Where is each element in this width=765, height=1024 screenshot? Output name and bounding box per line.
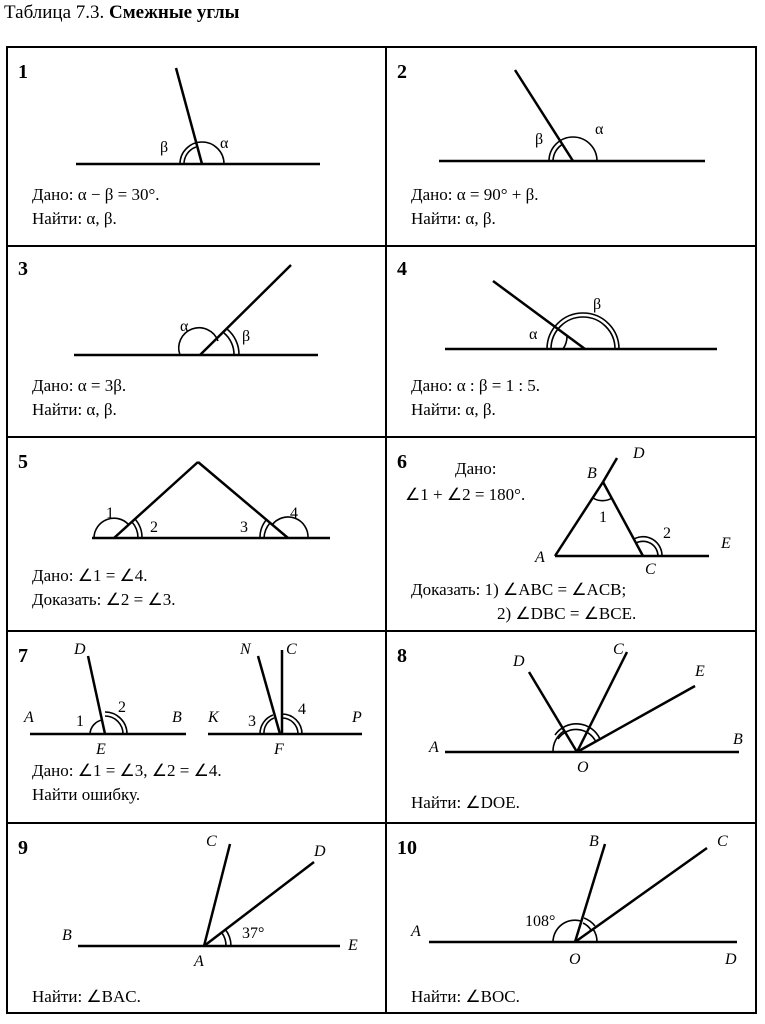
label-B: B	[587, 465, 597, 482]
label-angle-1: 1	[76, 713, 84, 730]
label-O: O	[577, 759, 589, 776]
given-text: Дано: ∠1 = ∠3, ∠2 = ∠4.	[32, 761, 222, 780]
label-beta: β	[160, 139, 169, 156]
problem-number: 3	[18, 258, 28, 280]
label-alpha: α	[595, 121, 604, 138]
problem-2	[387, 48, 757, 245]
label-D: D	[513, 653, 525, 670]
problem-9	[8, 824, 385, 1014]
label-C: C	[286, 641, 297, 658]
label-O: O	[569, 951, 581, 968]
label-N: N	[240, 641, 251, 658]
problem-10	[387, 824, 757, 1014]
find-text: Найти: ∠BAC.	[32, 987, 141, 1006]
problem-3	[8, 247, 385, 436]
find-text: Найти: ∠BOC.	[411, 987, 520, 1006]
label-A: A	[194, 953, 204, 970]
label-angle-4: 4	[298, 701, 306, 718]
problem-number: 10	[397, 837, 417, 859]
label-angle-2: 2	[118, 699, 126, 716]
label-angle-4: 4	[290, 505, 298, 522]
label-E: E	[96, 741, 106, 758]
label-E: E	[348, 937, 358, 954]
label-B: B	[172, 709, 182, 726]
given-text: Дано: α − β = 30°.	[32, 185, 160, 204]
label-B: B	[733, 731, 743, 748]
find-text: Найти: α, β.	[411, 209, 496, 228]
problems-grid	[6, 46, 757, 1014]
label-D: D	[74, 641, 86, 658]
label-F: F	[274, 741, 284, 758]
label-angle: 37°	[242, 925, 265, 942]
find-text: Найти ошибку.	[32, 785, 141, 804]
problem-8	[387, 632, 757, 822]
problem-4	[387, 247, 757, 436]
label-A: A	[411, 923, 421, 940]
label-A: A	[429, 739, 439, 756]
label-angle-3: 3	[248, 713, 256, 730]
problem-number: 7	[18, 645, 28, 667]
label-D: D	[633, 445, 645, 462]
problem-number: 2	[397, 61, 407, 83]
label-A: A	[535, 549, 545, 566]
label-beta: β	[593, 296, 602, 313]
label-angle-1: 1	[106, 505, 114, 522]
label-C: C	[613, 641, 624, 658]
find-text: Найти: α, β.	[32, 400, 117, 419]
label-A: A	[24, 709, 34, 726]
figure-4	[445, 281, 717, 349]
table-title	[4, 2, 240, 24]
label-K: K	[208, 709, 219, 726]
table-heading: Смежные углы	[109, 2, 240, 23]
problem-number: 1	[18, 61, 28, 83]
label-angle-2: 2	[150, 519, 158, 536]
label-E: E	[695, 663, 705, 680]
label-alpha: α	[529, 326, 538, 343]
figure-6	[555, 458, 709, 556]
find-text: Найти: α, β.	[32, 209, 117, 228]
table-number: Таблица 7.3.	[4, 2, 105, 23]
given-text: Дано: α : β = 1 : 5.	[411, 376, 541, 395]
label-C: C	[717, 833, 728, 850]
problem-1	[8, 48, 385, 245]
given-text: Дано: α = 3β.	[32, 376, 127, 395]
given-title: Дано:	[455, 459, 497, 478]
given-text: Дано: α = 90° + β.	[411, 185, 539, 204]
problem-number: 8	[397, 645, 407, 667]
problem-number: 4	[397, 258, 407, 280]
find-text: Найти: α, β.	[411, 400, 496, 419]
given-text: ∠1 + ∠2 = 180°.	[405, 485, 526, 504]
label-D: D	[314, 843, 326, 860]
label-B: B	[62, 927, 72, 944]
label-alpha: α	[180, 318, 189, 335]
figure-1	[76, 68, 320, 164]
find-text: Доказать: 1) ∠ABC = ∠ACB;	[411, 580, 627, 599]
label-P: P	[352, 709, 362, 726]
problem-number: 9	[18, 837, 28, 859]
problem-number: 6	[397, 451, 407, 473]
label-E: E	[721, 535, 731, 552]
figure-9	[78, 844, 340, 946]
label-beta: β	[535, 131, 544, 148]
find-text: Доказать: ∠2 = ∠3.	[32, 590, 176, 609]
label-angle: 108°	[525, 913, 556, 930]
given-text: Дано: ∠1 = ∠4.	[32, 566, 148, 585]
label-beta: β	[242, 328, 251, 345]
label-alpha: α	[220, 135, 229, 152]
label-angle-1: 1	[599, 509, 607, 526]
label-angle-2: 2	[663, 525, 671, 542]
figure-10	[429, 844, 737, 942]
problem-number: 5	[18, 451, 28, 473]
label-C: C	[645, 561, 656, 578]
problem-5	[8, 438, 385, 630]
label-angle-3: 3	[240, 519, 248, 536]
find-text: Найти: ∠DOE.	[411, 793, 520, 812]
label-B: B	[589, 833, 599, 850]
problem-7	[8, 632, 385, 822]
problem-6	[387, 438, 757, 630]
label-D: D	[725, 951, 737, 968]
find-text-2: 2) ∠DBC = ∠BCE.	[497, 604, 637, 623]
label-C: C	[206, 833, 217, 850]
figure-2	[439, 70, 705, 161]
figure-3	[74, 265, 318, 355]
figure-5	[92, 462, 330, 538]
